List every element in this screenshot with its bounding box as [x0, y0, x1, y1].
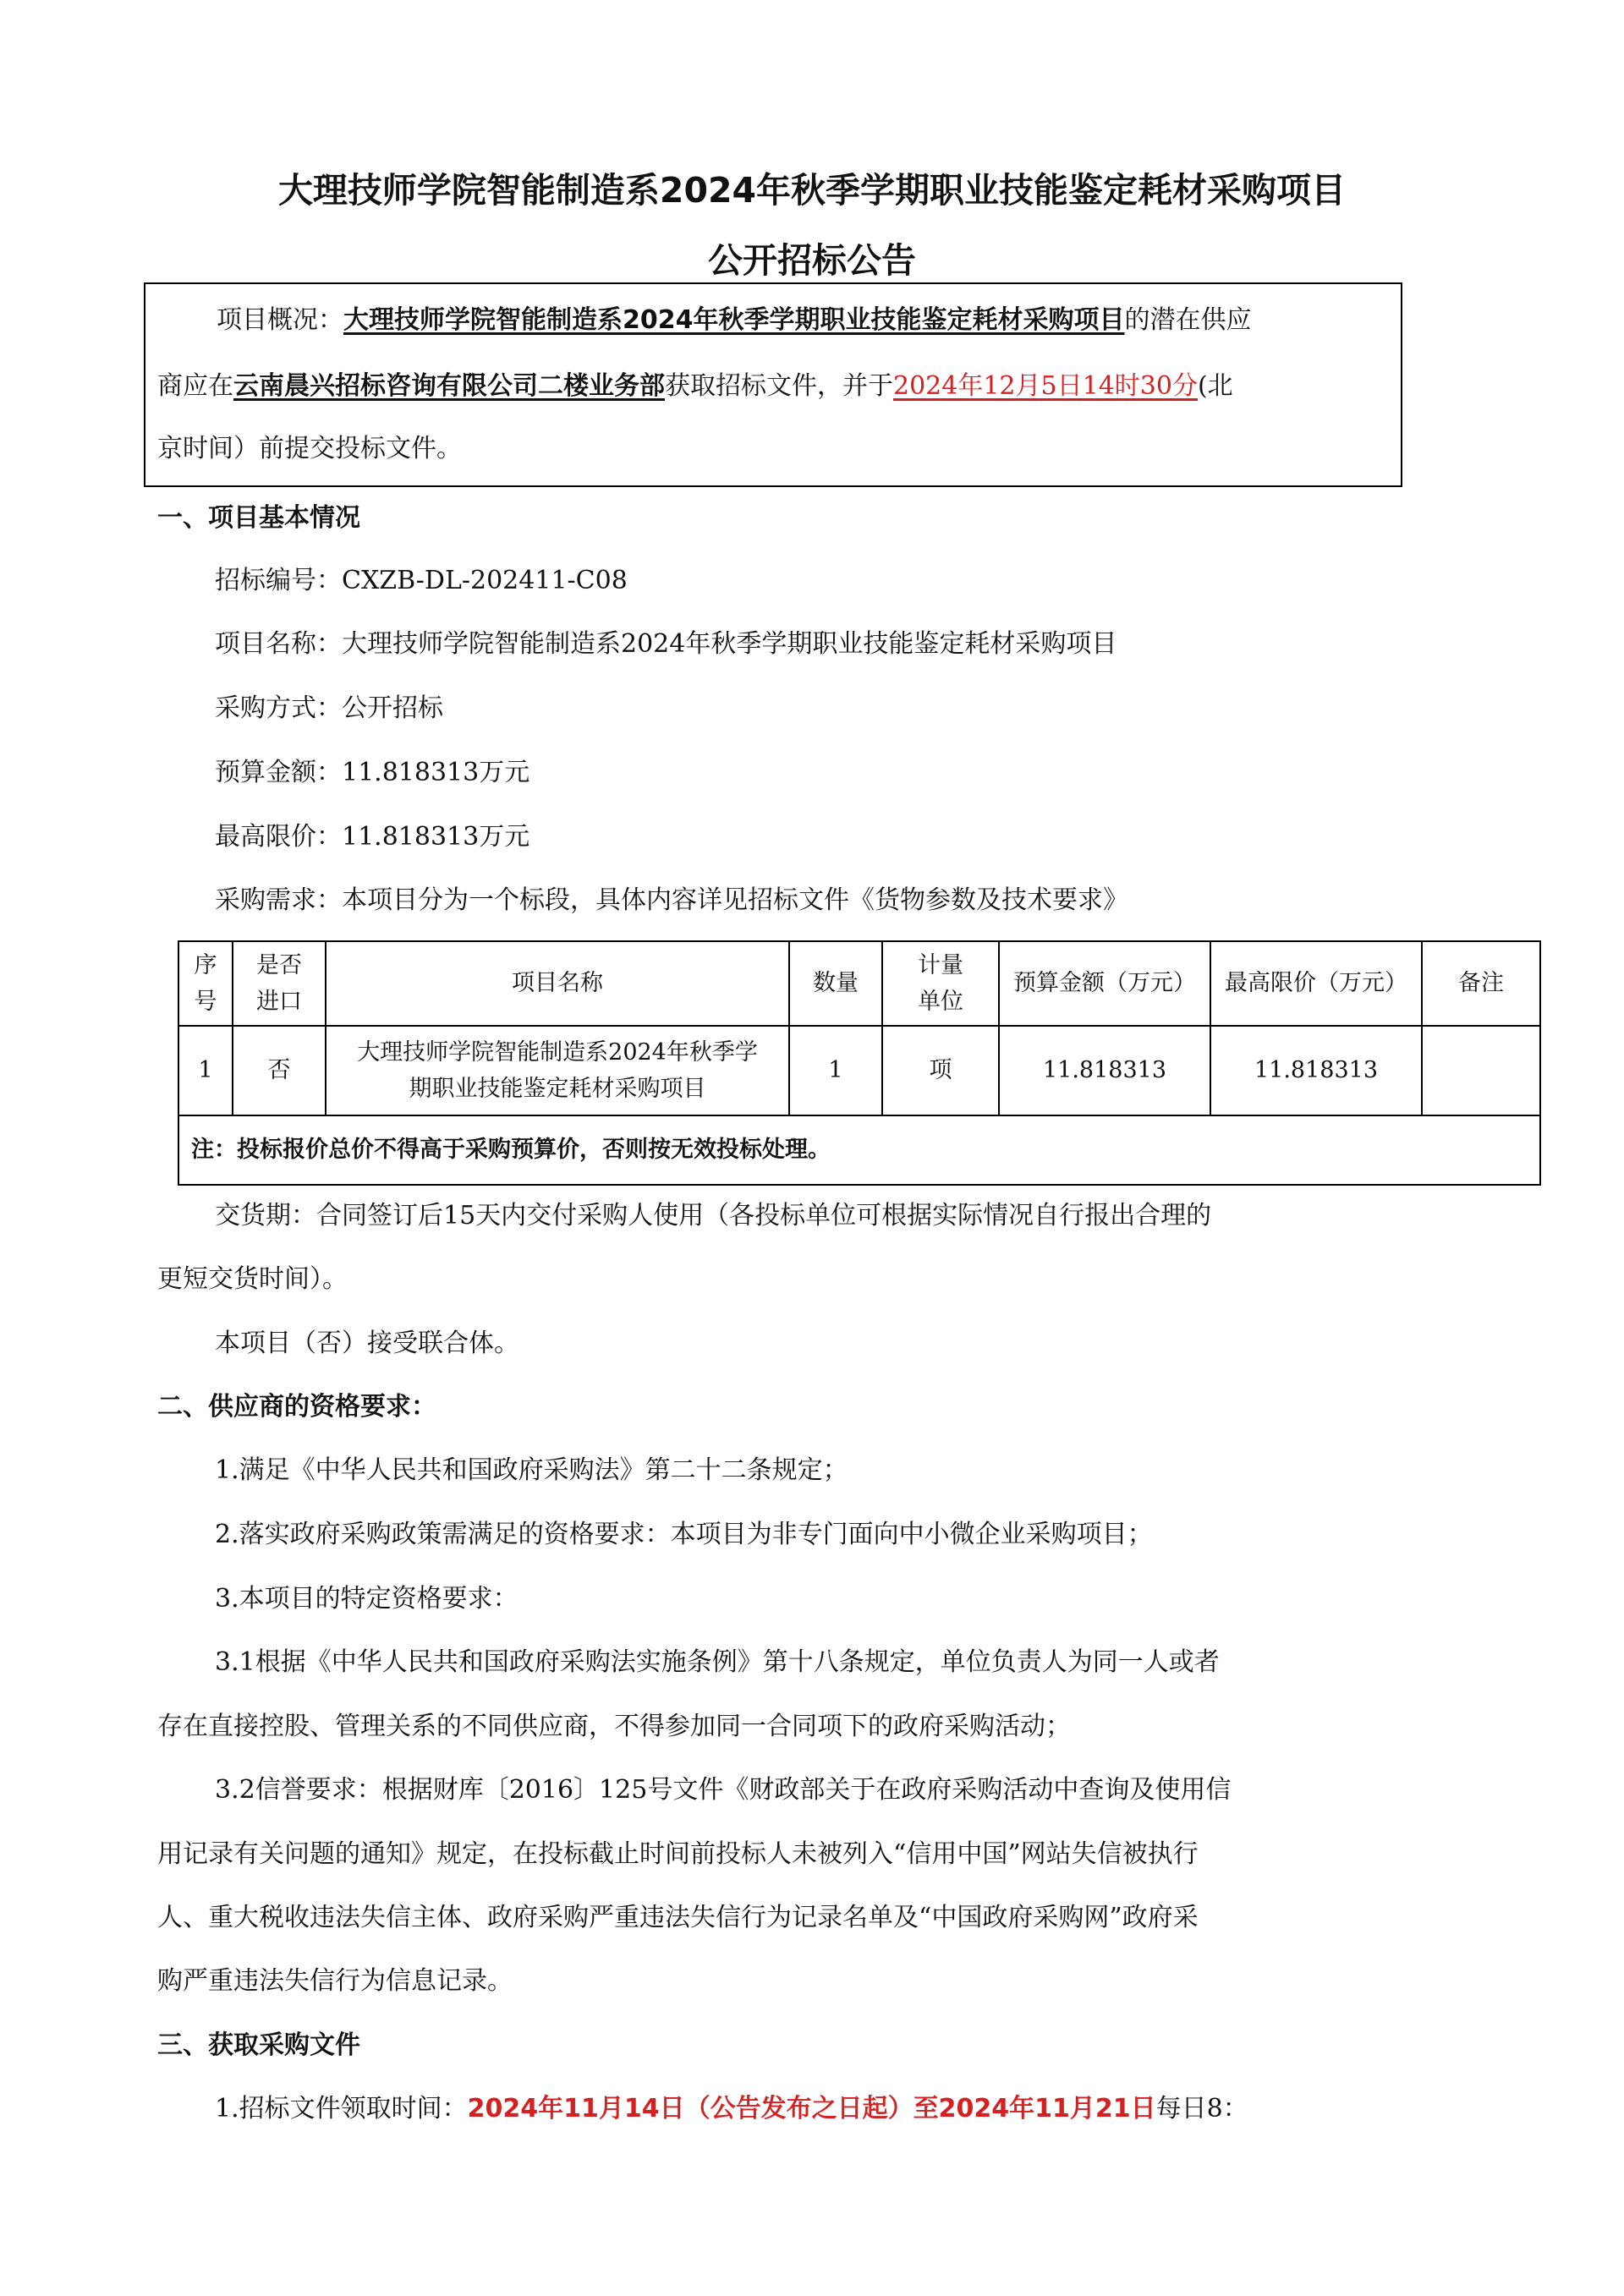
qualification-3: 3.本项目的特定资格要求：	[215, 1584, 518, 1614]
table-row	[178, 1026, 1540, 1115]
document-title-line2: 公开招标公告	[708, 240, 916, 281]
overview-text-d: (北	[1197, 371, 1233, 401]
obtain-time-suffix: 每日8：	[1155, 2094, 1248, 2123]
header-remark: 备注	[1422, 941, 1540, 1026]
qualification-3-2-line3: 人、重大税收违法失信主体、政府采购严重违法失信行为记录名单及“中国政府采购网”政府采	[157, 1903, 1199, 1932]
header-budget: 预算金额（万元）	[999, 941, 1210, 1026]
header-seq: 序 号	[178, 941, 233, 1026]
cell-qty: 1	[789, 1026, 882, 1115]
section2-heading: 二、供应商的资格要求：	[157, 1392, 436, 1422]
bid-number: 招标编号：CXZB-DL-202411-C08	[215, 566, 628, 595]
header-max: 最高限价（万元）	[1210, 941, 1422, 1026]
overview-deadline: 2024年12月5日14时30分	[893, 371, 1198, 401]
qualification-3-2-line1: 3.2信誉要求：根据财库〔2016〕125号文件《财政部关于在政府采购活动中查询及使用信	[215, 1775, 1232, 1805]
overview-text-a: 的潜在供应	[1124, 305, 1252, 335]
overview-location: 云南晨兴招标咨询有限公司二楼业务部	[233, 371, 665, 401]
qualification-3-2-line4: 购严重违法失信行为信息记录。	[157, 1966, 513, 1996]
qualification-3-1-line2: 存在直接控股、管理关系的不同供应商，不得参加同一合同项下的政府采购活动；	[157, 1712, 1071, 1741]
consortium-statement: 本项目（否）接受联合体。	[215, 1329, 519, 1358]
header-qty: 数量	[789, 941, 882, 1026]
header-unit: 计量 单位	[882, 941, 999, 1026]
cell-max: 11.818313	[1210, 1026, 1422, 1115]
max-price: 最高限价：11.818313万元	[215, 822, 530, 852]
overview-project-name: 大理技师学院智能制造系2024年秋季学期职业技能鉴定耗材采购项目	[343, 305, 1125, 335]
cell-budget: 11.818313	[999, 1026, 1210, 1115]
delivery-line1: 交货期：合同签订后15天内交付采购人使用（各投标单位可根据实际情况自行报出合理的	[215, 1201, 1212, 1230]
document-title-line1: 大理技师学院智能制造系2024年秋季学期职业技能鉴定耗材采购项目	[277, 170, 1347, 211]
procurement-demand: 采购需求：本项目分为一个标段，具体内容详见招标文件《货物参数及技术要求》	[215, 885, 1128, 915]
header-import: 是否 进口	[233, 941, 326, 1026]
overview-box	[144, 282, 1402, 487]
overview-line1	[217, 305, 1252, 335]
overview-prefix: 项目概况：	[217, 305, 343, 335]
qualification-3-2-line2: 用记录有关问题的通知》规定，在投标截止时间前投标人未被列入“信用中国”网站失信被执行	[157, 1839, 1199, 1869]
section1-heading: 一、项目基本情况	[157, 503, 360, 533]
overview-text-c: 获取招标文件，并于	[665, 371, 893, 401]
overview-text-b: 商应在	[157, 371, 233, 401]
qualification-3-1-line1: 3.1根据《中华人民共和国政府采购法实施条例》第十八条规定，单位负责人为同一人或者	[215, 1647, 1220, 1677]
section3-heading: 三、获取采购文件	[157, 2030, 360, 2060]
obtain-time-dates: 2024年11月14日（公告发布之日起）至2024年11月21日	[467, 2094, 1156, 2123]
overview-line3: 京时间）前提交投标文件。	[157, 434, 462, 463]
cell-import: 否	[233, 1026, 326, 1115]
qualification-2: 2.落实政府采购政策需满足的资格要求：本项目为非专门面向中小微企业采购项目；	[215, 1520, 1153, 1549]
header-name: 项目名称	[326, 941, 789, 1026]
project-name: 项目名称：大理技师学院智能制造系2024年秋季学期职业技能鉴定耗材采购项目	[215, 629, 1117, 659]
cell-name: 大理技师学院智能制造系2024年秋季学 期职业技能鉴定耗材采购项目	[326, 1026, 789, 1115]
obtain-time-prefix: 1.招标文件领取时间：	[215, 2094, 468, 2123]
budget-amount: 预算金额：11.818313万元	[215, 758, 530, 787]
table-note-row	[178, 1115, 1540, 1185]
items-table	[178, 940, 1541, 1186]
cell-remark	[1422, 1026, 1540, 1115]
procurement-method: 采购方式：公开招标	[215, 693, 443, 723]
obtain-time	[215, 2096, 1248, 2122]
qualification-1: 1.满足《中华人民共和国政府采购法》第二十二条规定；	[215, 1455, 848, 1485]
cell-seq: 1	[178, 1026, 233, 1115]
cell-unit: 项	[882, 1026, 999, 1115]
overview-line2	[157, 371, 1233, 401]
table-note: 注：投标报价总价不得高于采购预算价，否则按无效投标处理。	[178, 1115, 1540, 1185]
table-header-row	[178, 941, 1540, 1026]
delivery-line2: 更短交货时间）。	[157, 1264, 348, 1294]
